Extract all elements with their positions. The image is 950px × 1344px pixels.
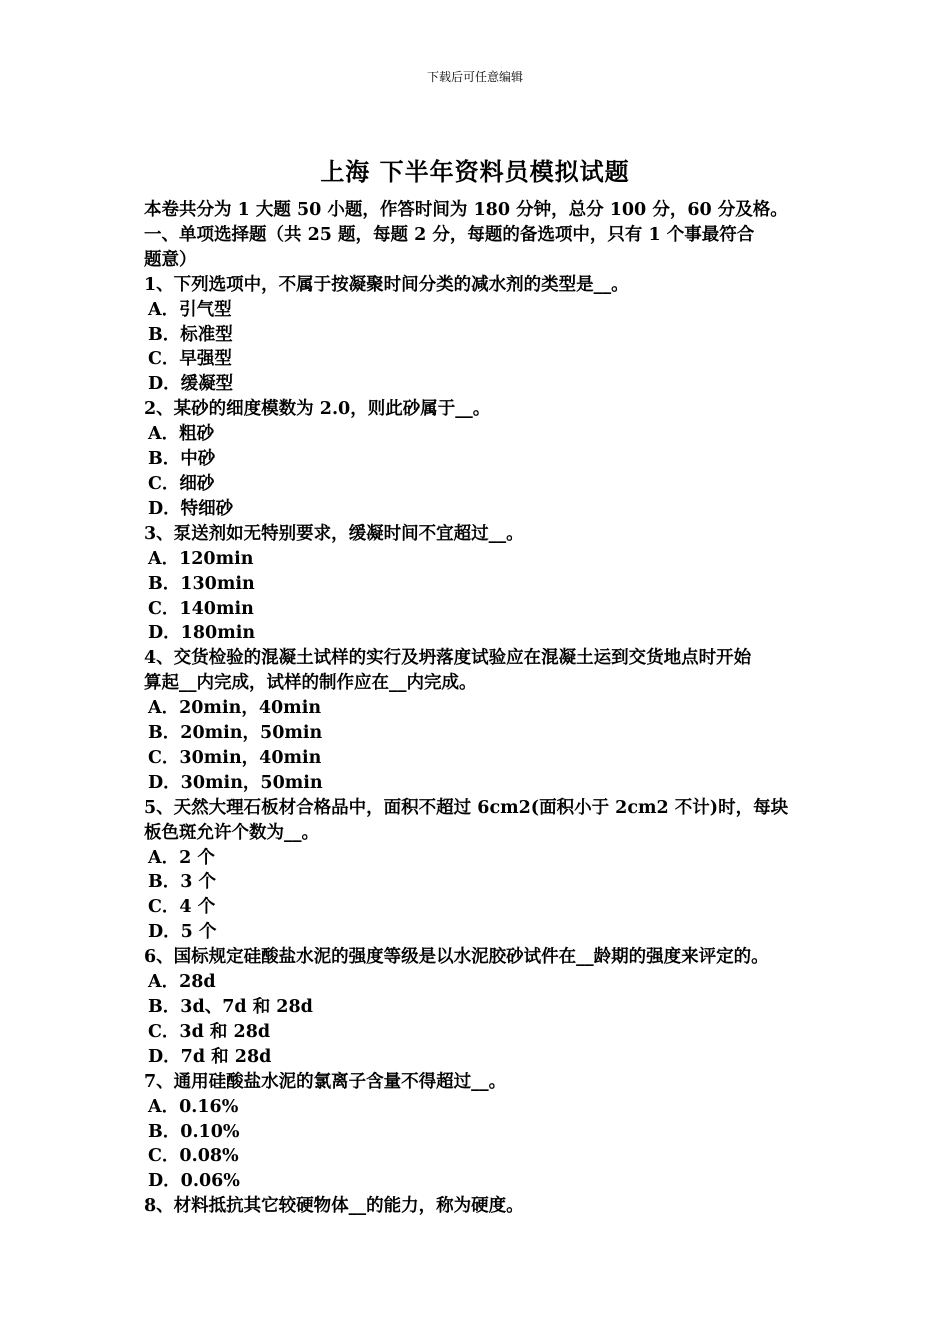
answer-option: A．28d <box>148 972 216 993</box>
answer-option: D．特细砂 <box>148 498 234 519</box>
answer-option: D．缓凝型 <box>148 374 234 395</box>
question-stem: 2、某砂的细度模数为 2.0，则此砂属于__。 <box>144 399 491 420</box>
answer-option: B．3 个 <box>148 872 217 893</box>
question-2 <box>144 397 820 522</box>
question-stem: 7、通用硅酸盐水泥的氯离子含量不得超过__。 <box>144 1071 507 1092</box>
answer-option: C．4 个 <box>148 897 216 918</box>
answer-option: C．30min，40min <box>148 747 322 768</box>
question-stem: 3、泵送剂如无特别要求，缓凝时间不宜超过__。 <box>144 523 524 544</box>
answer-option: A．引气型 <box>148 299 232 320</box>
question-4 <box>144 646 820 795</box>
answer-option: A．粗砂 <box>148 424 215 445</box>
section-heading: 一、单项选择题（共 25 题，每题 2 分，每题的备选项中，只有 1 个事最符合 <box>144 224 755 245</box>
answer-option: A．20min，40min <box>148 698 322 719</box>
answer-option: A．120min <box>148 548 254 569</box>
question-stem: 板色斑允许个数为__。 <box>144 822 319 843</box>
answer-option: C．3d 和 28d <box>148 1021 271 1042</box>
section-heading-cont: 题意） <box>144 249 197 270</box>
document-title: 上海 下半年资料员模拟试题 <box>320 157 630 186</box>
answer-option: D．30min，50min <box>148 772 323 793</box>
question-5 <box>144 796 820 945</box>
question-stem: 5、天然大理石板材合格品中，面积不超过 6cm2(面积小于 2cm2 不计)时，每块 <box>144 797 789 818</box>
intro-text: 本卷共分为 1 大题 50 小题，作答时间为 180 分钟，总分 100 分，60 分及格。 <box>144 200 788 220</box>
answer-option: B．20min，50min <box>148 723 323 744</box>
answer-option: D．7d 和 28d <box>148 1046 272 1067</box>
answer-option: D．0.06% <box>148 1171 240 1192</box>
answer-option: C．140min <box>148 598 254 619</box>
answer-option: B．中砂 <box>148 449 216 470</box>
answer-option: B．标准型 <box>148 324 233 345</box>
answer-option: A．0.16% <box>148 1096 239 1117</box>
question-8 <box>144 1194 820 1219</box>
answer-option: C．细砂 <box>148 473 215 494</box>
question-stem: 算起__内完成，试样的制作应在__内完成。 <box>144 673 477 694</box>
question-stem: 6、国标规定硅酸盐水泥的强度等级是以水泥胶砂试件在__龄期的强度来评定的。 <box>144 947 769 968</box>
question-list <box>144 273 820 1219</box>
answer-option: B．3d、7d 和 28d <box>148 997 313 1017</box>
answer-option: B．0.10% <box>148 1121 240 1142</box>
header-note: 下载后可任意编辑 <box>426 70 523 84</box>
question-7 <box>144 1070 820 1195</box>
question-stem: 4、交货检验的混凝土试样的实行及坍落度试验应在混凝土运到交货地点时开始 <box>144 648 752 669</box>
question-1 <box>144 273 820 398</box>
answer-option: D．180min <box>148 623 256 644</box>
answer-option: C．0.08% <box>148 1146 239 1167</box>
document-body <box>144 198 820 1219</box>
question-stem: 8、材料抵抗其它较硬物体__的能力，称为硬度。 <box>144 1196 524 1217</box>
question-6 <box>144 945 820 1070</box>
answer-option: D．5 个 <box>148 922 217 943</box>
answer-option: B．130min <box>148 573 255 594</box>
answer-option: C．早强型 <box>148 349 232 370</box>
question-3 <box>144 522 820 647</box>
question-stem: 1、下列选项中，不属于按凝聚时间分类的减水剂的类型是__。 <box>144 274 629 295</box>
answer-option: A．2 个 <box>148 847 215 868</box>
